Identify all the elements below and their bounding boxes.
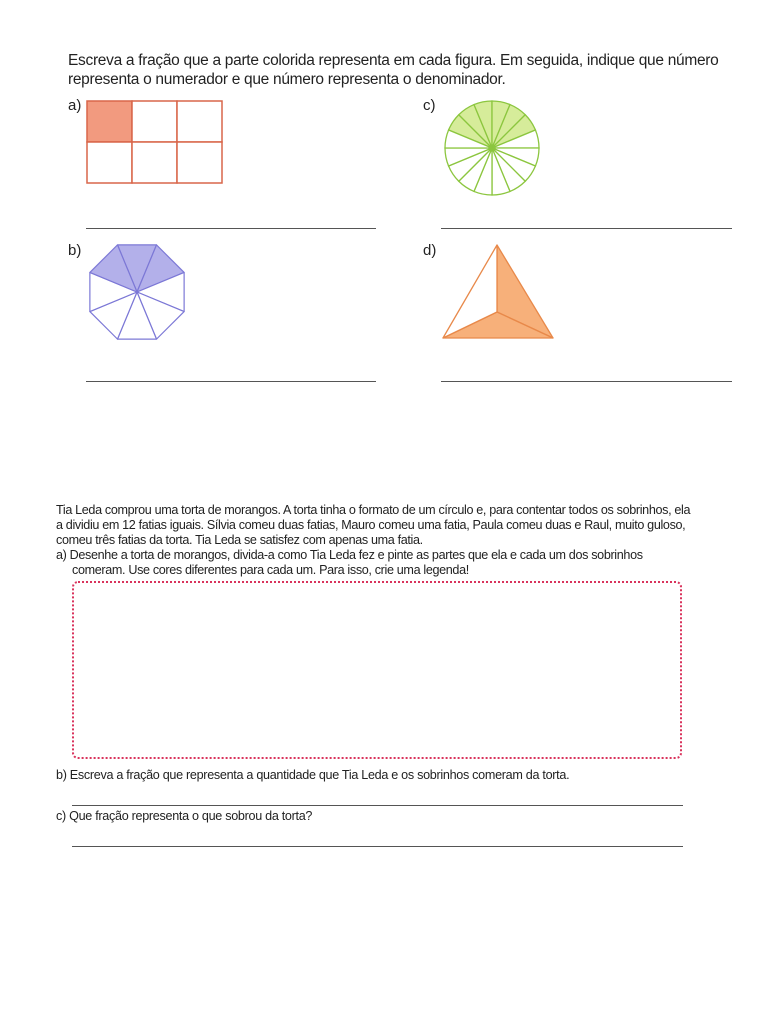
grid-cell <box>132 142 177 183</box>
label-b: b) <box>68 242 82 259</box>
answer-line-d[interactable] <box>441 381 732 382</box>
label-a: a) <box>68 97 82 114</box>
story-paragraph <box>56 503 696 578</box>
drawing-area[interactable] <box>72 581 682 759</box>
answer-line-question-b[interactable] <box>72 805 683 806</box>
grid-cell <box>177 101 222 142</box>
story-text: Tia Leda comprou uma torta de morangos. A torta tinha o formato de um círculo e, para contentar todos os sobrinhos, ela a dividiu em 12 fatias iguais. Sílvia comeu duas fatias, Mauro comeu uma fatia, Paula comeu duas e Raul, muito guloso, comeu três fatias da torta. Tia Leda se satisfez com apenas uma fatia. <box>56 503 691 547</box>
figure-a-grid <box>84 100 226 188</box>
answer-line-question-c[interactable] <box>72 846 683 847</box>
label-d: d) <box>423 242 437 259</box>
grid-cell <box>87 142 132 183</box>
figure-d-triangle <box>440 242 558 342</box>
grid-cell <box>87 101 132 142</box>
answer-line-b[interactable] <box>86 381 376 382</box>
grid-cell <box>177 142 222 183</box>
label-c: c) <box>423 97 436 114</box>
question-c: c) Que fração representa o que sobrou da torta? <box>56 809 313 823</box>
answer-line-a[interactable] <box>86 228 376 229</box>
question-b: b) Escreva a fração que representa a quantidade que Tia Leda e os sobrinhos comeram da torta. <box>56 768 570 782</box>
exercise-instruction: Escreva a fração que a parte colorida representa em cada figura. Em seguida, indique que número representa o numerador e que número representa o denominador. <box>68 52 719 88</box>
answer-line-c[interactable] <box>441 228 732 229</box>
figure-c-circle <box>441 98 543 200</box>
figure-b-octagon <box>84 242 192 344</box>
question-a: a) Desenhe a torta de morangos, divida-a como Tia Leda fez e pinte as partes que ela e cada um dos sobrinhos comeram. Use cores diferentes para cada um. Para isso, crie uma legenda! <box>56 548 643 577</box>
grid-cell <box>132 101 177 142</box>
